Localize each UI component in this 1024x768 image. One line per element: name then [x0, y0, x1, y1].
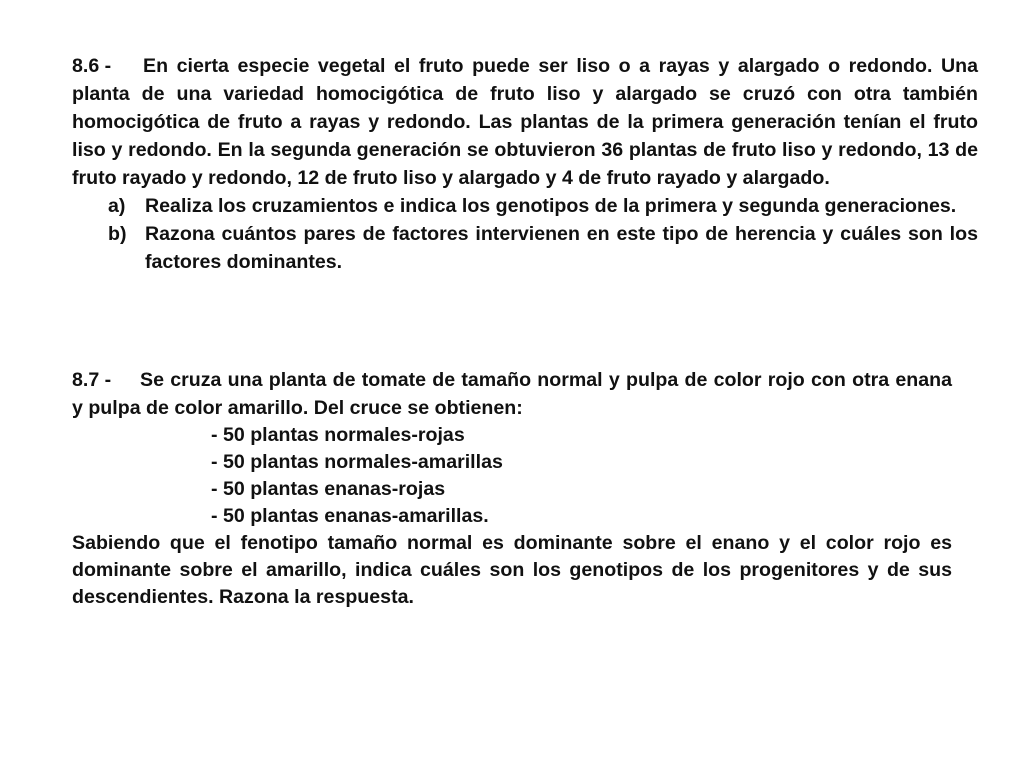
problem-number: 8.6 -: [72, 55, 112, 77]
problem-text: Se cruza una planta de tomate de tamaño normal y pulpa de color rojo con otra enana y pulpa de color amarillo. Del cruce se obtienen:: [72, 369, 952, 419]
problem-8-6: [72, 52, 978, 276]
problem-statement: [72, 366, 952, 422]
question-item-a: [72, 192, 978, 220]
result-item: - 50 plantas normales-rojas: [211, 424, 465, 446]
question-item-b: [72, 220, 978, 276]
result-item: - 50 plantas normales-amarillas: [211, 451, 503, 473]
results-list: [72, 422, 952, 530]
question-marker: a): [108, 195, 126, 217]
result-item: - 50 plantas enanas-rojas: [211, 478, 446, 500]
result-item: - 50 plantas enanas-amarillas.: [211, 505, 489, 527]
problem-8-7: [72, 366, 952, 611]
closing-text: Sabiendo que el fenotipo tamaño normal es dominante sobre el enano y el color rojo es dominante sobre el amarillo, indica cuáles son los genotipos de los progenitores y de sus descendientes. Razona la respuesta.: [72, 532, 952, 608]
problem-text: En cierta especie vegetal el fruto puede ser liso o a rayas y alargado o redondo. Una planta de una variedad homocigótica de fruto liso y alargado se cruzó con otra también homocigótica de fruto a rayas y redondo. Las plantas de la primera generación tenían el fruto liso y redondo. En la segunda generación se obtuvieron 36 plantas de fruto liso y redondo, 13 de fruto rayado y redondo, 12 de fruto liso y alargado y 4 de fruto rayado y alargado.: [72, 55, 978, 189]
problem-number: 8.7 -: [72, 369, 112, 391]
problem-statement: [72, 52, 978, 192]
question-text: Realiza los cruzamientos e indica los genotipos de la primera y segunda generaciones.: [145, 195, 957, 217]
question-list: [72, 192, 978, 276]
question-text: Razona cuántos pares de factores intervienen en este tipo de herencia y cuáles son los factores dominantes.: [145, 223, 978, 273]
question-marker: b): [108, 223, 127, 245]
